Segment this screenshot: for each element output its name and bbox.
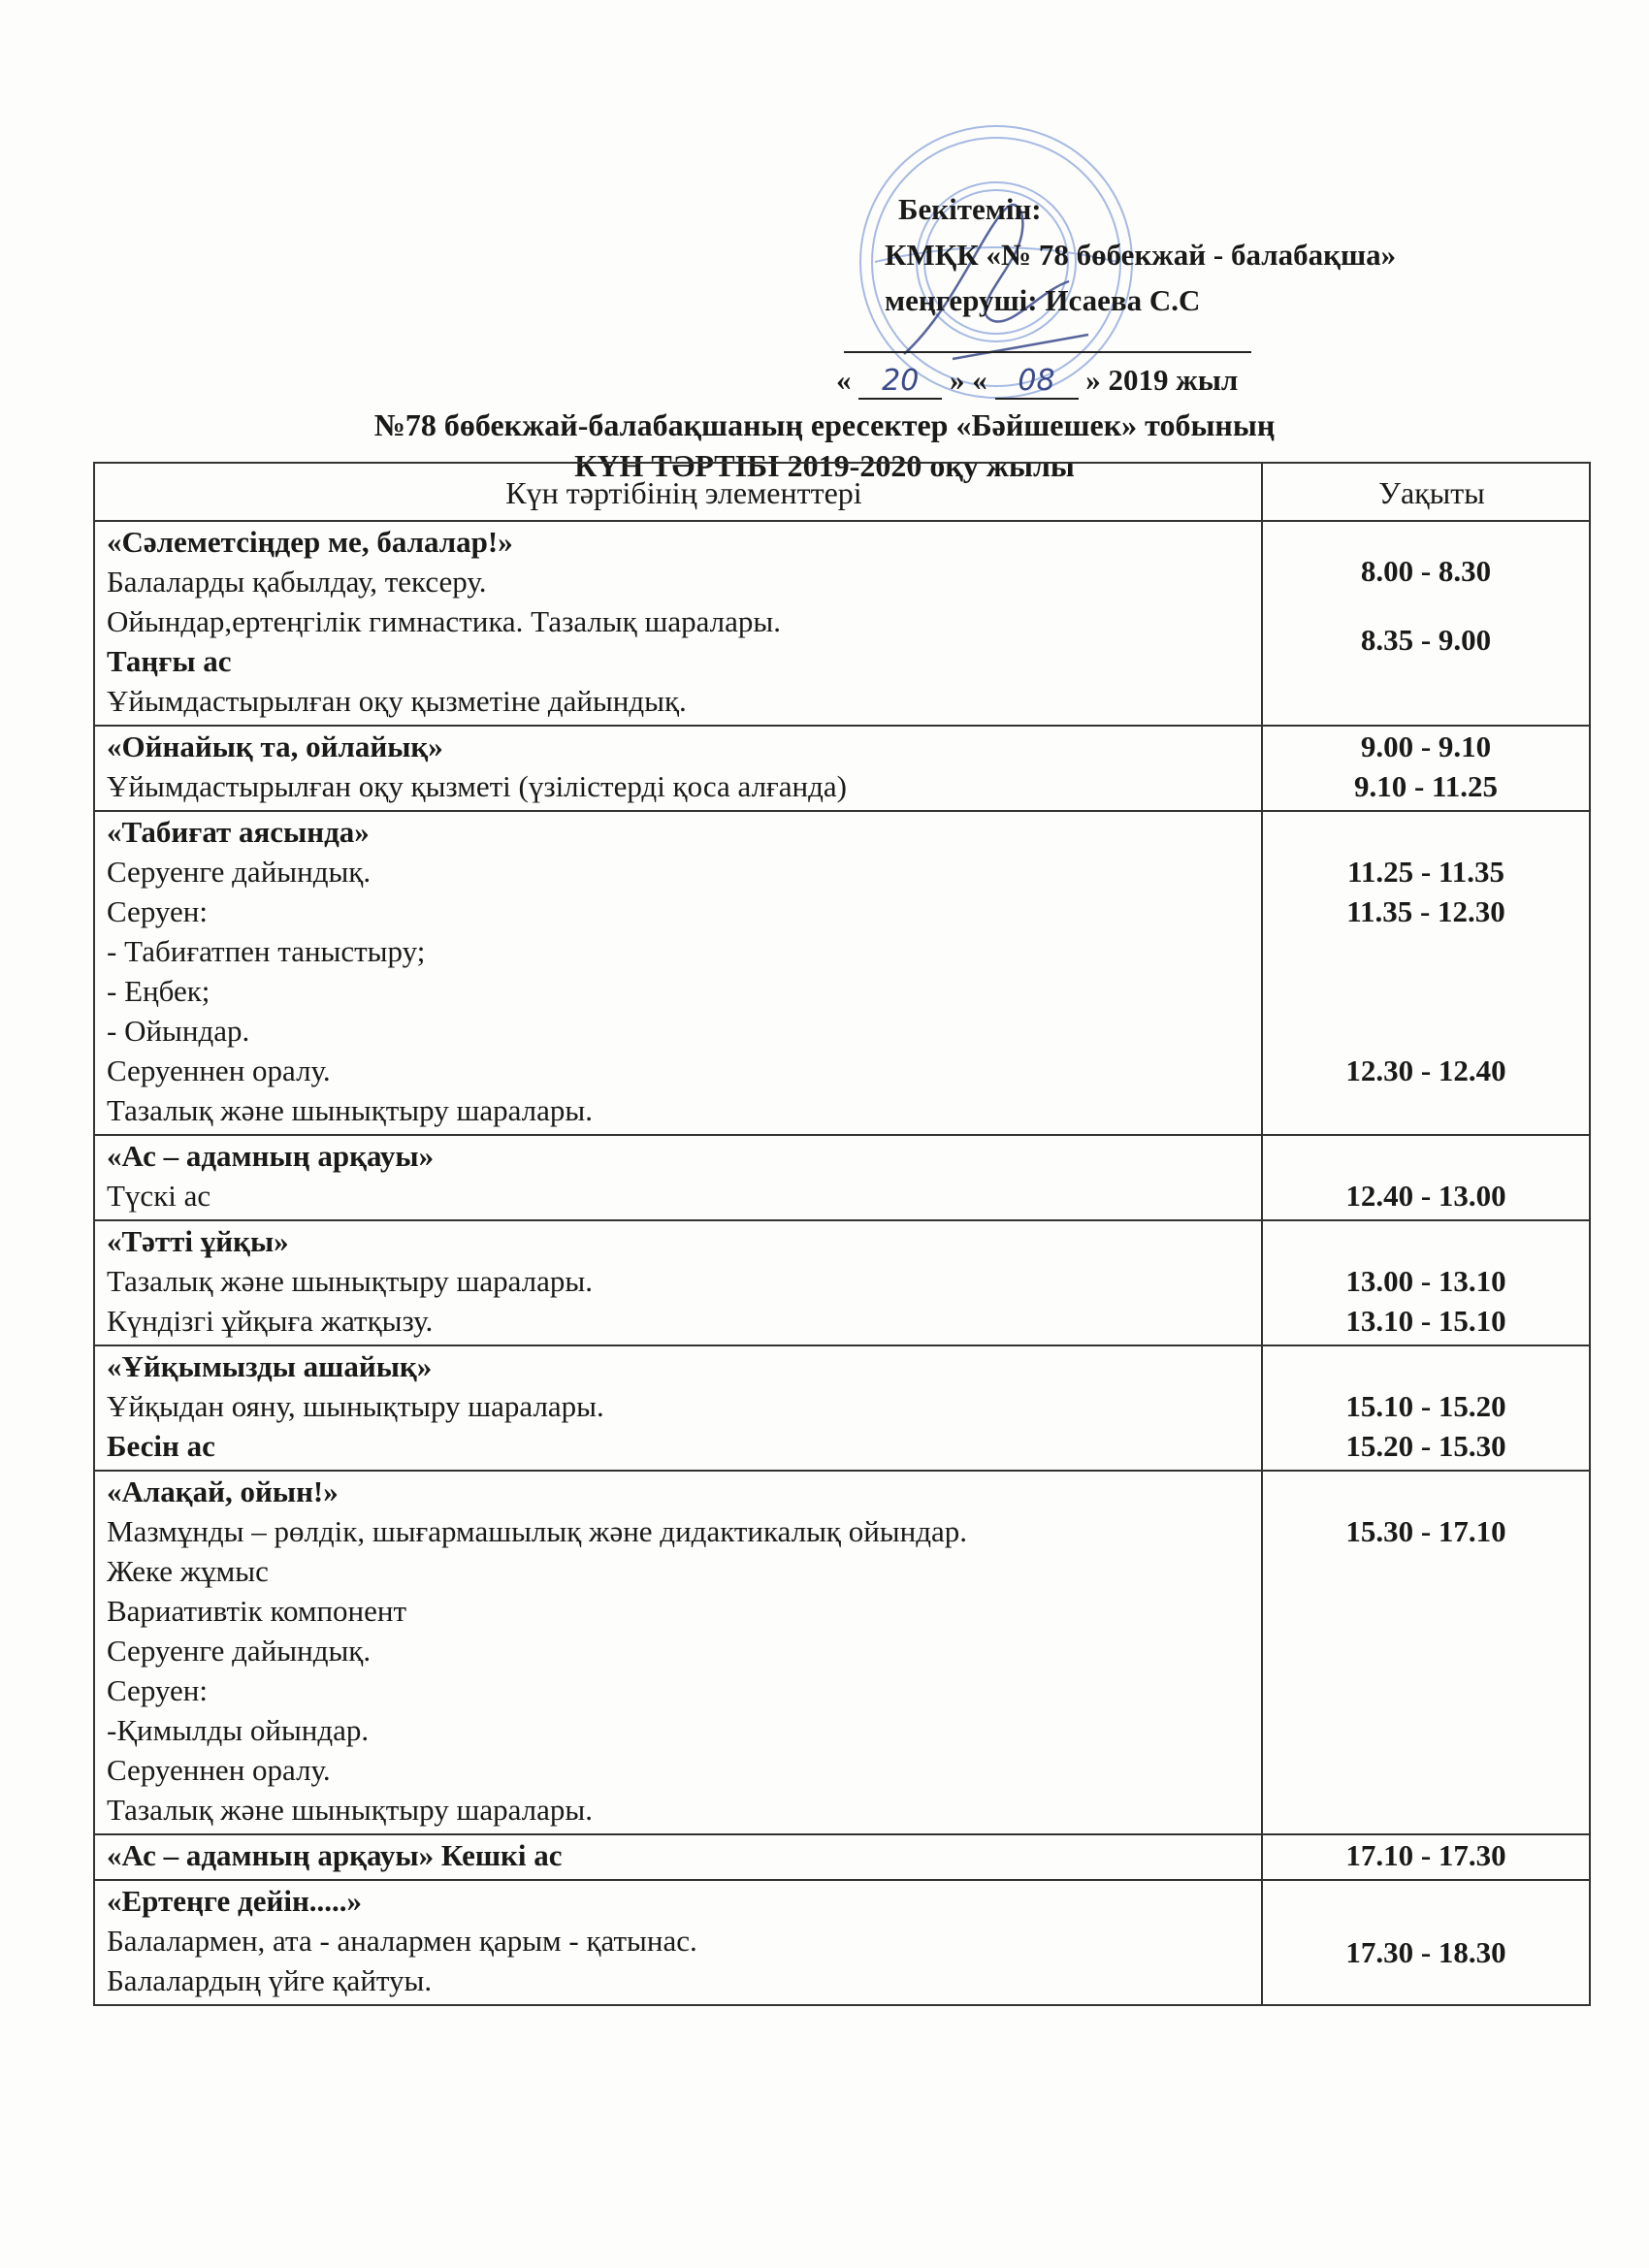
section-title: «Сәлеметсіңдер ме, балалар!»	[107, 525, 513, 559]
header-elements: Күн тәртібінің элементтері	[94, 463, 1262, 521]
approval-organization: КМҚК «№ 78 бөбекжай - балабақша»	[885, 238, 1397, 272]
table-row	[94, 811, 1590, 1135]
time-value: 11.35 - 12.30	[1346, 894, 1505, 928]
section-title: «Алақай, ойын!»	[107, 1474, 339, 1508]
row-time	[1262, 1135, 1590, 1220]
activity-line: Тазалық және шынықтыру шаралары.	[107, 1093, 593, 1127]
row-time	[1262, 1880, 1590, 2005]
time-value: 9.10 - 11.25	[1353, 769, 1499, 803]
approval-block	[885, 186, 1396, 323]
activity-line: Күндізгі ұйқыға жатқызу.	[107, 1304, 434, 1338]
activity-line: Серуенге дайындық.	[107, 1634, 372, 1668]
activity-line: Серуенге дайындық.	[107, 855, 372, 889]
table-row	[94, 1345, 1590, 1471]
time-value: 13.00 - 13.10	[1345, 1264, 1506, 1298]
table-row	[94, 1471, 1590, 1834]
table-row	[94, 1135, 1590, 1220]
time-value: 11.25 - 11.35	[1347, 855, 1504, 889]
row-description	[94, 1345, 1262, 1471]
time-value: 15.30 - 17.10	[1345, 1514, 1506, 1548]
date-quote-open: «	[836, 363, 852, 397]
row-time	[1262, 811, 1590, 1135]
activity-line: Ұйымдастырылған оқу қызметіне дайындық.	[107, 684, 687, 718]
table-row	[94, 1220, 1590, 1345]
row-description	[94, 1220, 1262, 1345]
date-quote-open: «	[972, 363, 987, 397]
date-month: 08	[995, 364, 1079, 400]
time-value: 9.00 - 9.10	[1360, 729, 1492, 763]
activity-line: Ұйымдастырылған оқу қызметі (үзілістерді қоса алғанда)	[107, 769, 847, 803]
time-value: 15.20 - 15.30	[1345, 1429, 1506, 1463]
date-quote-close: »	[950, 363, 965, 397]
activity-line: Ұйқыдан ояну, шынықтыру шаралары.	[107, 1389, 604, 1423]
section-title: «Тәтті ұйқы»	[107, 1224, 289, 1258]
section-title: «Ойнайық та, ойлайық»	[107, 729, 443, 763]
row-time	[1262, 726, 1590, 811]
section-title: «Ертеңге дейін.....»	[107, 1884, 363, 1918]
activity-line: Балалардың үйге қайтуы.	[107, 1963, 433, 1997]
activity-line: Жеке жұмыс	[107, 1554, 269, 1588]
table-header-row	[94, 463, 1590, 521]
activity-line: Мазмұнды – рөлдік, шығармашылық және дидактикалық ойындар.	[107, 1514, 968, 1548]
row-description	[94, 726, 1262, 811]
time-value: 12.30 - 12.40	[1345, 1053, 1506, 1087]
table-row	[94, 521, 1590, 726]
row-time	[1262, 1345, 1590, 1471]
table-row	[94, 726, 1590, 811]
row-description	[94, 521, 1262, 726]
row-description	[94, 1834, 1262, 1880]
activity-line: Серуеннен оралу.	[107, 1753, 331, 1787]
date-year: 2019 жыл	[1108, 363, 1239, 397]
time-value: 8.00 - 8.30	[1360, 554, 1492, 588]
row-time	[1262, 1834, 1590, 1880]
row-description	[94, 1880, 1262, 2005]
date-day: 20	[858, 364, 942, 400]
activity-line: Тазалық және шынықтыру шаралары.	[107, 1793, 593, 1827]
date-quote-close: »	[1085, 363, 1101, 397]
approval-heading: Бекітемін:	[898, 192, 1042, 226]
activity-line: Таңғы ас	[107, 644, 232, 678]
signature-line	[844, 351, 1251, 353]
section-title: «Ас – адамның арқауы» Кешкі ас	[107, 1838, 563, 1872]
time-value: 8.35 - 9.00	[1360, 623, 1492, 657]
time-value: 17.30 - 18.30	[1345, 1935, 1506, 1969]
time-value: 17.10 - 17.30	[1345, 1838, 1506, 1872]
row-time	[1262, 1471, 1590, 1834]
activity-line: Түскі ас	[107, 1179, 211, 1213]
approval-director: меңгеруші: Исаева С.С	[885, 283, 1201, 317]
section-title: «Табиғат аясында»	[107, 815, 370, 849]
row-time	[1262, 521, 1590, 726]
time-value: 12.40 - 13.00	[1345, 1179, 1506, 1213]
activity-line: - Ойындар.	[107, 1014, 250, 1048]
time-value: 13.10 - 15.10	[1345, 1304, 1506, 1338]
activity-line: Серуен:	[107, 894, 208, 928]
activity-line: - Еңбек;	[107, 974, 210, 1008]
row-description	[94, 811, 1262, 1135]
approval-date	[836, 363, 1238, 400]
row-description	[94, 1471, 1262, 1834]
activity-line: Серуен:	[107, 1673, 208, 1707]
activity-line: Вариативтік компонент	[107, 1594, 407, 1628]
activity-line: Серуеннен оралу.	[107, 1053, 331, 1087]
activity-line: Тазалық және шынықтыру шаралары.	[107, 1264, 593, 1298]
table-row	[94, 1880, 1590, 2005]
activity-line: Ойындар,ертеңгілік гимнастика. Тазалық шаралары.	[107, 604, 781, 638]
activity-line: Бесін ас	[107, 1429, 215, 1463]
row-time	[1262, 1220, 1590, 1345]
activity-line: Балаларды қабылдау, тексеру.	[107, 565, 487, 599]
activity-line: Балалармен, ата - аналармен қарым - қатынас.	[107, 1924, 697, 1958]
row-description	[94, 1135, 1262, 1220]
activity-line: - Табиғатпен таныстыру;	[107, 934, 426, 968]
section-title: «Ас – адамның арқауы»	[107, 1139, 435, 1173]
schedule-table	[93, 462, 1591, 2006]
document-subtitle: КҮН ТӘРТІБІ 2019-2020 оқу жылы	[574, 448, 1075, 483]
table-row	[94, 1834, 1590, 1880]
section-title: «Ұйқымызды ашайық»	[107, 1349, 433, 1383]
activity-line: -Қимылды ойындар.	[107, 1713, 370, 1747]
time-value: 15.10 - 15.20	[1345, 1389, 1506, 1423]
header-time: Уақыты	[1262, 463, 1590, 521]
document-title: №78 бөбекжай-балабақшаның ересектер «Бәйшешек» тобының	[373, 407, 1276, 442]
